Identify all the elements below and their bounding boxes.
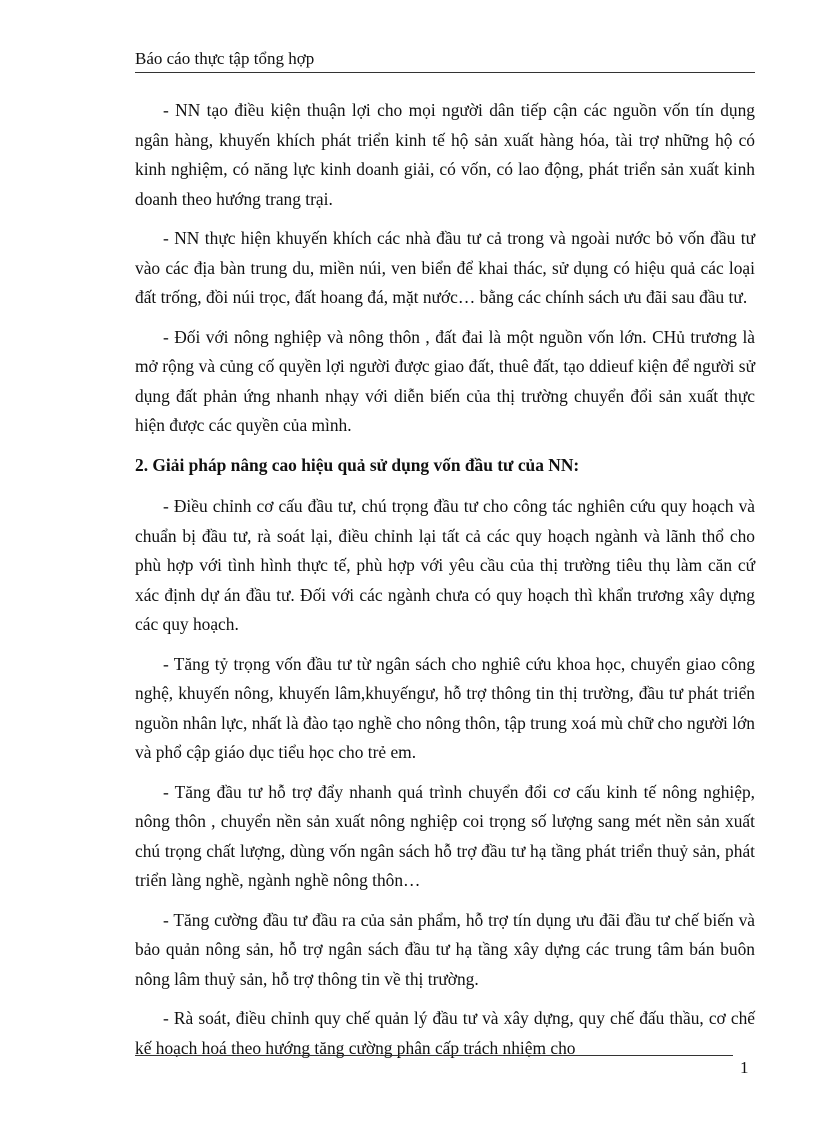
document-body <box>135 96 755 1073</box>
page-header: Báo cáo thực tập tổng hợp <box>135 48 755 73</box>
paragraph: - Tăng tỷ trọng vốn đầu tư từ ngân sách cho nghiê cứu khoa học, chuyển giao công nghệ, khuyến nông, khuyến lâm,khuyếngư, hỗ trợ thông tin thị trường, đầu tư phát triển nguồn nhân lực, nhất là đào tạo nghề cho nông thôn, tập trung xoá mù chữ cho người lớn và phổ cập giáo dục tiểu học cho trẻ em. <box>135 653 755 762</box>
paragraph: - Rà soát, điều chỉnh quy chế quản lý đầu tư và xây dựng, quy chế đấu thầu, cơ chế kế hoạch hoá theo hướng tăng cường phân cấp trách nhiệm cho <box>135 1008 755 1058</box>
paragraph: - Tăng đầu tư hỗ trợ đẩy nhanh quá trình chuyển đổi cơ cấu kinh tế nông nghiệp, nông thôn , chuyển nền sản xuất nông nghiệp coi trọng số lượng sang mét nền sản xuất chú trọng chất lượng, dùng vốn ngân sách hỗ trợ đầu tư hạ tầng phát triển thuỷ sản, phát triển làng nghề, ngành nghề nông thôn… <box>135 781 755 890</box>
paragraph: - Tăng cường đầu tư đầu ra của sản phẩm, hỗ trợ tín dụng ưu đãi đầu tư chế biến và bảo quản nông sản, hỗ trợ ngân sách đầu tư hạ tầng xây dựng các trung tâm bán buôn nông lâm thuỷ sản, hỗ trợ thông tin về thị trường. <box>135 909 755 989</box>
paragraph: - NN tạo điều kiện thuận lợi cho mọi người dân tiếp cận các nguồn vốn tín dụng ngân hàng, khuyến khích phát triển kinh tế hộ sản xuất hàng hóa, tài trợ những hộ có kinh nghiệm, có năng lực kinh doanh giải, có vốn, có lao động, phát triển sản xuất kinh doanh theo hướng trang trại. <box>135 100 755 209</box>
paragraph: - Đối với nông nghiệp và nông thôn , đất đai là một nguồn vốn lớn. CHủ trương là mở rộng và củng cố quyền lợi người được giao đất, thuê đất, tạo ddieuf kiện để người sử dụng đất phản ứng nhanh nhạy với diễn biến của thị trường chuyển đổi sản xuất thực hiện được các quyền của mình. <box>135 326 755 435</box>
section-heading: 2. Giải pháp nâng cao hiệu quả sử dụng vốn đầu tư của NN: <box>135 454 580 475</box>
footer-divider <box>135 1055 733 1056</box>
paragraph: - Điều chỉnh cơ cấu đầu tư, chú trọng đầu tư cho công tác nghiên cứu quy hoạch và chuẩn bị đầu tư, rà soát lại, điều chỉnh lại tất cả các quy hoạch ngành và lãnh thổ cho phù hợp với tình hình thực tế, phù hợp với yêu cầu của thị trường tiêu thụ làm căn cứ xác định dự án đầu tư. Đối với các ngành chưa có quy hoạch thì khẩn trương xây dựng các quy hoạch. <box>135 496 755 634</box>
page-number: 1 <box>740 1058 749 1077</box>
paragraph: - NN thực hiện khuyến khích các nhà đầu tư cả trong và ngoài nước bỏ vốn đầu tư vào các địa bàn trung du, miền núi, ven biển để khai thác, sử dụng có hiệu quả các loại đất trống, đồi núi trọc, đất hoang đá, mặt nước… bằng các chính sách ưu đãi sau đầu tư. <box>135 228 755 307</box>
